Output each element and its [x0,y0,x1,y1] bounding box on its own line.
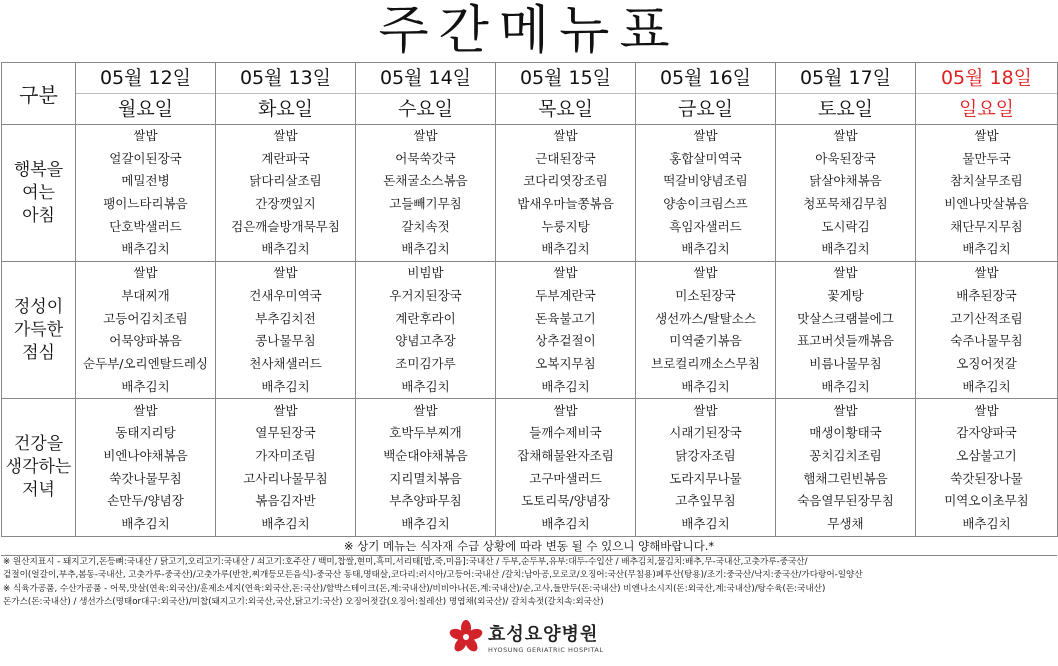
menu-item: 호박두부찌개 [389,425,462,441]
meal-label-line: 아침 [22,205,55,226]
menu-item: 쌀밥 [553,265,578,281]
menu-item: 청포묵채김무침 [803,196,888,212]
menu-item: 지리멸치볶음 [389,470,462,486]
menu-item: 부추양파무침 [389,493,462,509]
menu-item: 쌀밥 [413,128,438,143]
menu-item: 우거지된장국 [389,287,462,303]
notice-text: ※ 상기 메뉴는 식자재 수급 상황에 따라 변동 될 수 있으니 양해바랍니다.* [1,537,1057,556]
menu-cell [496,125,636,262]
meal-label-line: 저녁 [22,480,55,501]
menu-item: 배추김치 [121,378,170,394]
menu-item: 동태지리탕 [115,425,176,441]
meal-row [2,399,1058,537]
menu-item: 배추김치 [962,378,1011,394]
menu-item: 참치살무조림 [950,173,1023,189]
menu-item: 아욱된장국 [815,150,876,166]
menu-item: 배추김치 [681,241,730,257]
menu-item: 배추김치 [541,241,590,257]
menu-item: 브로컬리깨소스무침 [651,355,760,371]
menu-item: 오징어젓갈 [956,355,1017,371]
menu-item: 쌀밥 [693,128,718,143]
page-title: 주간메뉴표 [378,1,680,61]
menu-item: 코다리엿장조림 [523,173,608,189]
menu-cell [916,399,1058,537]
menu-item: 맛살스크램블에그 [797,310,894,326]
menu-cell [496,399,636,537]
menu-item: 단호박샐러드 [109,218,182,234]
meal-label-line: 건강을 [13,434,64,455]
menu-item: 손만두/양념장 [107,493,184,509]
menu-item: 배추된장국 [956,287,1017,303]
menu-item: 비빔밥 [407,265,444,281]
menu-item: 닭다리살조림 [249,173,322,189]
menu-cell [916,125,1058,262]
menu-cell [776,125,916,262]
meal-label-line: 행복을 [13,159,64,180]
menu-item: 무생채 [827,516,864,532]
day-header-sunday [916,63,1058,125]
menu-item: 배추김치 [541,516,590,532]
menu-item: 배추김치 [821,241,870,257]
weekday-label: 월요일 [117,98,174,120]
menu-item: 배추김치 [962,241,1011,257]
menu-item: 부대찌개 [121,287,170,303]
menu-item: 꽁치김치조림 [809,448,882,464]
menu-item: 갈치속젓 [401,218,450,234]
menu-item: 쌀밥 [133,128,158,143]
menu-item: 홍합살미역국 [669,150,742,166]
menu-item: 꽃게탕 [827,287,864,303]
meal-label-line: 여는 [22,182,55,203]
menu-item: 배추김치 [121,516,170,532]
meal-label [2,262,76,399]
menu-cell [356,262,496,399]
menu-item: 쌀밥 [693,265,718,281]
menu-cell [776,399,916,537]
menu-item: 쌀밥 [553,402,578,418]
menu-cell [76,399,216,537]
menu-item: 어묵양파볶음 [109,333,182,349]
meal-label-line: 정성이 [13,296,64,317]
hospital-name-en: HYOSUNG GERIATRIC HOSPITAL [488,646,604,654]
menu-item: 도시락김 [821,218,870,234]
menu-item: 배추김치 [821,378,870,394]
menu-item: 배추김치 [401,516,450,532]
weekday-label: 일요일 [958,98,1015,120]
menu-item: 얼갈이된장국 [109,150,182,166]
menu-item: 간장깻잎지 [255,196,316,212]
menu-item: 천사채샐러드 [249,355,322,371]
menu-item: 쌀밥 [273,402,298,418]
header-row [2,63,1058,125]
menu-item: 쑥갓된장나물 [950,470,1023,486]
menu-item: 고들빼기무침 [389,196,462,212]
weekday-label: 목요일 [537,98,594,120]
day-header [776,63,916,125]
menu-item: 쌀밥 [133,265,158,281]
menu-item: 가자미조림 [255,448,316,464]
origin-info [1,556,1057,610]
menu-item: 쌀밥 [974,265,999,281]
menu-item: 계란후라이 [395,310,456,326]
day-header [76,63,216,125]
menu-item: 쌀밥 [413,402,438,418]
menu-cell [496,262,636,399]
weekday-label: 수요일 [397,98,454,120]
menu-item: 양념고추장 [395,333,456,349]
date-label: 05월 17일 [776,63,915,94]
menu-item: 검은깨슬방개묵무침 [231,218,340,234]
hospital-logo [448,617,628,661]
menu-item: 쌀밥 [833,128,858,143]
menu-cell [216,125,356,262]
menu-item: 쌀밥 [133,402,158,418]
menu-item: 미소된장국 [675,287,736,303]
menu-item: 쌀밥 [273,128,298,143]
day-header [636,63,776,125]
menu-item: 돈채굴소스볶음 [383,173,468,189]
menu-item: 고사리나물무침 [243,470,328,486]
menu-item: 비름나물무침 [809,355,882,371]
menu-cell [216,399,356,537]
menu-item: 배추김치 [681,516,730,532]
menu-item: 돈육불고기 [535,310,596,326]
menu-item: 계란파국 [261,150,310,166]
menu-item: 쌀밥 [974,128,999,143]
menu-item: 양송이크림스프 [663,196,748,212]
menu-item: 건새우미역국 [249,287,322,303]
menu-item: 배추김치 [261,378,310,394]
menu-item: 비엔나맛살볶음 [944,196,1029,212]
menu-item: 잡채해물완자조림 [517,448,614,464]
menu-item: 팽이느타리볶음 [103,196,188,212]
date-label: 05월 13일 [216,63,355,94]
menu-item: 순두부/오리엔탈드레싱 [83,355,208,371]
menu-item: 백순대야채볶음 [383,448,468,464]
menu-item: 미역오이초무침 [944,493,1029,509]
menu-item: 어묵쑥갓국 [395,150,456,166]
menu-item: 열무된장국 [255,425,316,441]
origin-line: 겉절이(얼갈이,부추,봄동-국내산, 고춧가루-중국산)/고춧가루(반찬,찌개등모든음식)-중국산 동태,명태살,코다리:러시아/고등어:국내산 /갈치:남아공,모로코/오징어:국산(무침용)페루산(탕용)/조기:중국산/낙지:중국산/가다랑어-일양산 [3,570,863,581]
menu-item: 볶음김자반 [255,493,316,509]
day-header [496,63,636,125]
weekly-menu-table [1,62,1058,537]
menu-cell [76,262,216,399]
menu-item: 상추겉절이 [535,333,596,349]
menu-item: 햄채그린빈볶음 [803,470,888,486]
menu-item: 도토리묵/양념장 [521,493,610,509]
menu-item: 생선까스/탈탈소스 [655,310,756,326]
weekday-label: 금요일 [677,98,734,120]
flower-logo-icon [448,619,484,655]
menu-item: 미역줄기볶음 [669,333,742,349]
menu-item: 고구마샐러드 [529,470,602,486]
menu-item: 고등어김치조림 [103,310,188,326]
menu-cell [216,262,356,399]
menu-item: 시래기된장국 [669,425,742,441]
menu-item: 닭강자조림 [675,448,736,464]
date-label: 05월 14일 [356,63,495,94]
menu-item: 흑임자샐러드 [669,218,742,234]
menu-item: 누룽지탕 [541,218,590,234]
meal-label-line: 가득한 [13,319,64,340]
origin-line: ※ 식육가공품, 수산가공품 - 어묵,맛살(연육:외국산)/훈제소세지(연육:외국산,돈:국산)/함박스테이크(돈,계:국내산)/비비아나(돈,계:국내산)/순,고사,들만두(돈:국내산) 비엔나소시지(돈:외국산,계:국내산)/탕수육(돈:국내산) [3,583,826,594]
menu-cell [76,125,216,262]
menu-item: 근대된장국 [535,150,596,166]
menu-item: 배추김치 [261,241,310,257]
menu-item: 배추김치 [541,378,590,394]
menu-cell [916,262,1058,399]
menu-cell [636,399,776,537]
menu-item: 배추김치 [261,516,310,532]
menu-item: 배추김치 [401,378,450,394]
menu-item: 쌀밥 [273,265,298,281]
menu-item: 고기산적조림 [950,310,1023,326]
meal-label-line: 생각하는 [5,457,72,478]
menu-item: 쌀밥 [974,402,999,418]
menu-item: 떡갈비양념조림 [663,173,748,189]
meal-row [2,125,1058,262]
menu-item: 배추김치 [121,241,170,257]
meal-row [2,262,1058,399]
menu-item: 배추김치 [681,378,730,394]
menu-cell [356,399,496,537]
menu-item: 오복지무침 [535,355,596,371]
footer [1,537,1057,610]
menu-cell [356,125,496,262]
menu-item: 물만두국 [962,150,1011,166]
menu-item: 쌀밥 [553,128,578,143]
menu-item: 들깨수제비국 [529,425,602,441]
date-label: 05월 18일 [916,63,1057,94]
date-label: 05월 16일 [636,63,775,94]
menu-cell [636,125,776,262]
menu-item: 배추김치 [401,241,450,257]
menu-item: 쌀밥 [833,265,858,281]
menu-item: 매생이황태국 [809,425,882,441]
date-label: 05월 15일 [496,63,635,94]
day-header [356,63,496,125]
weekday-label: 토요일 [817,98,874,120]
menu-item: 조미김가루 [395,355,456,371]
menu-item: 부추김치전 [255,310,316,326]
menu-cell [636,262,776,399]
menu-item: 감자양파국 [956,425,1017,441]
origin-line: 돈가스(돈:국내산) / 생선가스(명태or대구:외국산)/미찹(돼지고기:외국산,국산,닭고기:국산) 오징어젓갈(오징어:칠레산) 명엽채(외국산)/ 갈치속젓(갈치속:외국산) [3,597,604,608]
meal-label [2,399,76,537]
meal-label-line: 점심 [22,342,55,363]
menu-item: 표고버섯들깨볶음 [797,333,894,349]
menu-item: 고추잎무침 [675,493,736,509]
menu-cell [776,262,916,399]
menu-item: 배추김치 [962,516,1011,532]
meal-label [2,125,76,262]
menu-item: 닭살야채볶음 [809,173,882,189]
menu-item: 두부계란국 [535,287,596,303]
weekday-label: 화요일 [257,98,314,120]
menu-item: 메밀전병 [121,173,170,189]
menu-item: 쌀밥 [833,402,858,418]
menu-item: 쑥갓나물무침 [109,470,182,486]
menu-item: 밥새우마늘쫑볶음 [517,196,614,212]
menu-item: 쌀밥 [693,402,718,418]
menu-item: 콩나물무침 [255,333,316,349]
menu-item: 도라지무나물 [669,470,742,486]
menu-item: 숙주나물무침 [950,333,1023,349]
date-label: 05월 12일 [76,63,215,94]
category-header: 구분 [2,63,76,125]
meal-rows [2,125,1058,537]
hospital-name: 효성요양병원 [488,624,599,645]
origin-line: ※ 원산지표시 - 돼지고기,돈등뼈:국내산 / 닭고기,오리고기:국내산 / 쇠고기:호주산 / 백미,찹쌀,현미,흑미,서리태[밥,죽,미음]:국내산 / 두부,순두부,유부:대두-수입산 / 배추김치,물김치:배추,무-국내산,고춧가루-중국산/ [3,557,808,567]
day-header [216,63,356,125]
menu-item: 채단무지무침 [950,218,1023,234]
menu-item: 오삼불고기 [956,448,1017,464]
menu-item: 비엔나야채볶음 [103,448,188,464]
menu-item: 숙음열무된장무침 [797,493,894,509]
